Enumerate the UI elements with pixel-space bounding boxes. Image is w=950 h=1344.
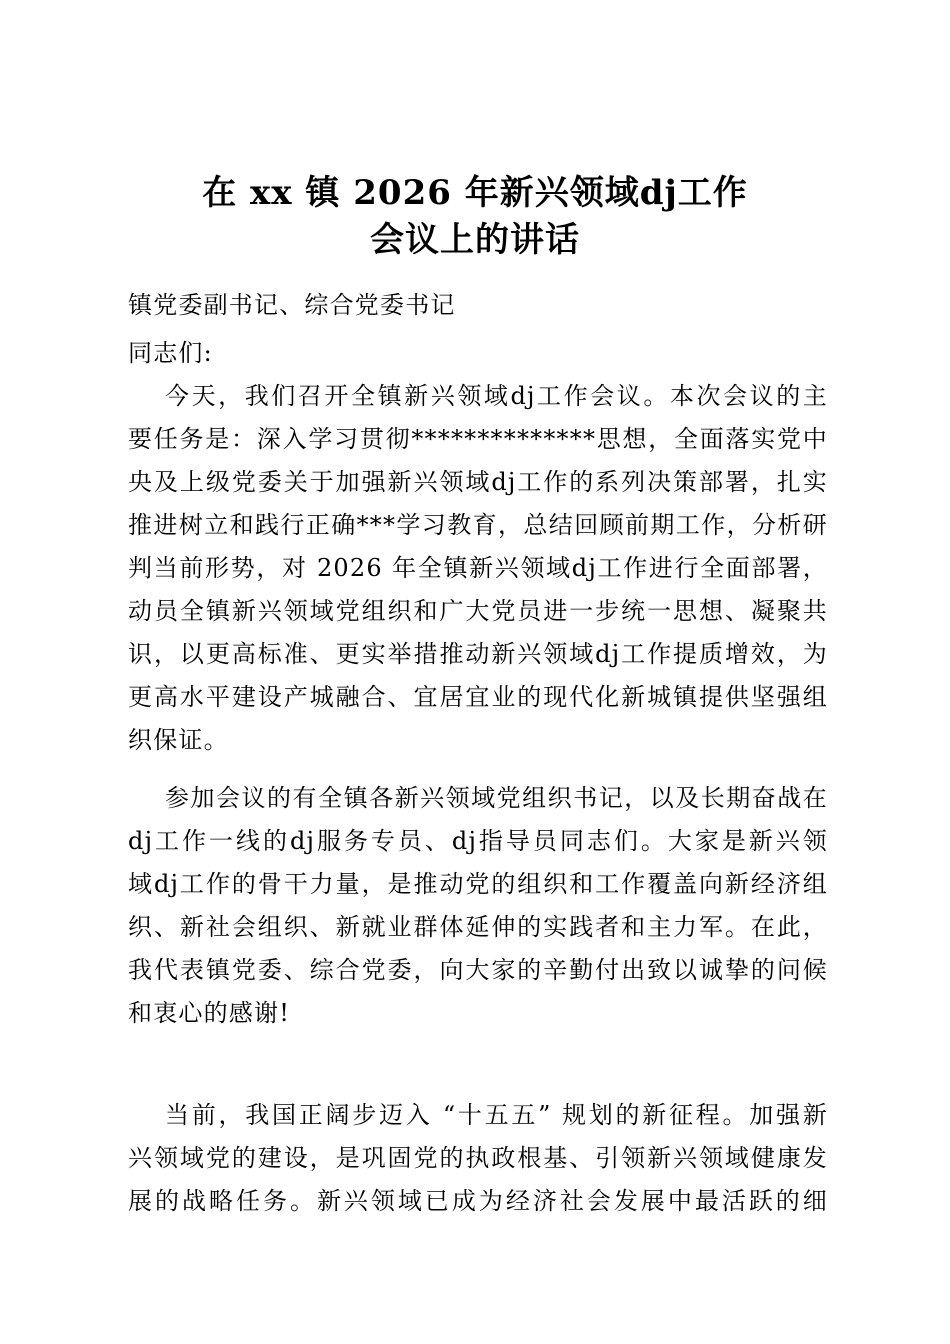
paragraph-line: 判当前形势，对 2026 年全镇新兴领域dj工作进行全面部署， (128, 554, 828, 582)
document-title-line-1: 在 xx 镇 2026 年新兴领域dj工作 (202, 173, 748, 213)
paragraph-line: 展的战略任务。新兴领域已成为经济社会发展中最活跃的细 (128, 1187, 828, 1215)
paragraph-line: 识，以更高标准、更实举措推动新兴领域dj工作提质增效，为 (128, 640, 828, 668)
paragraph-line: 要任务是：深入学习贯彻**************思想，全面落实党中 (128, 425, 828, 453)
paragraph-line: 推进树立和践行正确***学习教育，总结回顾前期工作，分析研 (128, 511, 828, 539)
paragraph-line: 更高水平建设产城融合、宜居宜业的现代化新城镇提供坚强组 (128, 683, 828, 711)
paragraph-line: 兴领域党的建设，是巩固党的执政根基、引领新兴领域健康发 (128, 1144, 828, 1172)
paragraph-line: 当前，我国正阔步迈入 “十五五” 规划的新征程。加强新 (165, 1101, 828, 1129)
paragraph-line: 和衷心的感谢! (128, 999, 291, 1027)
paragraph-line: 动员全镇新兴领域党组织和广大党员进一步统一思想、凝聚共 (128, 597, 828, 625)
paragraph-line: 织、新社会组织、新就业群体延伸的实践者和主力军。在此， (128, 913, 828, 941)
document-title-line-2: 会议上的讲话 (370, 220, 580, 260)
paragraph-line: 域dj工作的骨干力量，是推动党的组织和工作覆盖向新经济组 (128, 870, 828, 898)
paragraph-line: 我代表镇党委、综合党委，向大家的辛勤付出致以诚挚的问候 (128, 956, 828, 984)
paragraph-line: dj工作一线的dj服务专员、dj指导员同志们。大家是新兴领 (128, 827, 828, 855)
paragraph-line: 央及上级党委关于加强新兴领域dj工作的系列决策部署，扎实 (128, 468, 828, 496)
paragraph-line: 参加会议的有全镇各新兴领域党组织书记，以及长期奋战在 (165, 784, 828, 812)
paragraph-line: 织保证。 (128, 726, 229, 754)
salutation: 同志们: (128, 339, 213, 367)
paragraph-line: 今天，我们召开全镇新兴领域dj工作会议。本次会议的主 (165, 382, 828, 410)
speaker-line: 镇党委副书记、综合党委书记 (128, 291, 456, 319)
